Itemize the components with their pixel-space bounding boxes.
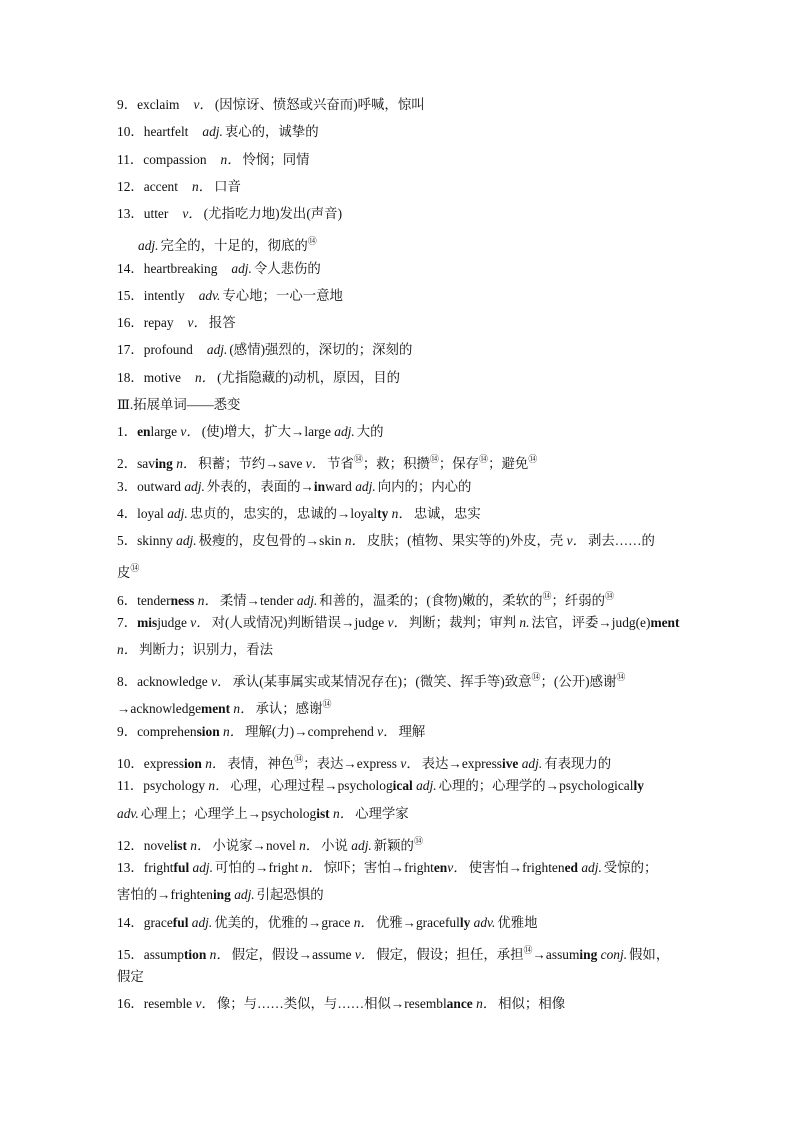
circled-mark: ⑭ [130,563,140,573]
ext-entry-14: 14．graceful adj. 优美的，优雅的→grace n． 优雅→gracefully adv. 优雅地 [117,915,538,930]
ext-entry-11: 11．psychology n． 心理，心理过程→psychological adj. 心理的；心理学的→psychologically [117,778,644,793]
vocab-entry-18: 18．motive n． (尤指隐藏的)动机，原因，目的 [117,370,401,385]
ext-entry-7: 7．misjudge v． 对(人或情况)判断错误→judge v． 判断；裁判；审判 n. 法官，评委→judg(e)ment [117,615,680,630]
ext-entry-8: 8．acknowledge v． 承认(某事属实或某情况存在)；(微笑、挥手等)致意⑭；(公开)感谢⑭ [117,672,626,689]
vocab-entry-11: 11．compassion n． 怜悯；同情 [117,152,310,167]
circled-mark: ⑭ [605,591,615,601]
circled-mark: ⑭ [353,454,363,464]
ext-entry-13-cont: 害怕的→frightening adj. 引起恐惧的 [117,887,324,902]
ext-entry-9: 9．comprehension n． 理解(力)→comprehend v． 理解 [117,724,426,739]
ext-entry-6: 6．tenderness n． 柔情→tender adj. 和善的，温柔的；(食物)嫩的，柔软的⑭；纤弱的⑭ [117,591,615,608]
ext-entry-11-cont: adv. 心理上；心理学上→psychologist n． 心理学家 [117,806,409,821]
ext-entry-15: 15．assumption n． 假定，假设→assume v． 假定，假设；担任，承担⑭→assuming conj. 假如， [117,945,670,962]
ext-entry-1: 1．enlarge v． (使)增大，扩大→large adj. 大的 [117,424,384,439]
ext-entry-8-cont: →acknowledgement n． 承认；感谢⑭ [117,699,332,716]
circled-mark: ⑭ [523,945,533,955]
circled-mark: ⑭ [307,236,317,246]
circled-mark: ⑭ [528,454,538,464]
ext-entry-10: 10．expression n． 表情，神色⑭；表达→express v． 表达→expressive adj. 有表现力的 [117,754,612,771]
circled-mark: ⑭ [479,454,489,464]
circled-mark: ⑭ [413,836,423,846]
circled-mark: ⑭ [294,754,304,764]
ext-entry-5-cont: 皮⑭ [117,563,140,580]
vocab-entry-12: 12．accent n． 口音 [117,179,241,194]
ext-entry-15-cont: 假定 [117,969,144,984]
ext-entry-7-cont: n． 判断力；识别力，看法 [117,642,273,657]
ext-entry-4: 4．loyal adj. 忠贞的，忠实的，忠诚的→loyalty n． 忠诚，忠实 [117,506,481,521]
vocab-entry-14: 14．heartbreaking adj. 令人悲伤的 [117,261,321,276]
vocab-entry-10: 10．heartfelt adj. 衷心的，诚挚的 [117,124,319,139]
vocab-entry-15: 15．intently adv. 专心地；一心一意地 [117,288,343,303]
circled-mark: ⑭ [542,591,552,601]
vocab-entry-13-sense-2: adj. 完全的，十足的，彻底的⑭ [138,236,317,253]
section-heading: Ⅲ.拓展单词——悉变 [117,397,241,412]
ext-entry-16: 16．resemble v． 像；与……类似，与……相似→resemblance n． 相似；相像 [117,996,566,1011]
ext-entry-5: 5．skinny adj. 极瘦的，皮包骨的→skin n． 皮肤；(植物、果实等的)外皮，壳 v． 剥去……的 [117,533,655,548]
circled-mark: ⑭ [322,699,332,709]
ext-entry-12: 12．novelist n． 小说家→novel n． 小说 adj. 新颖的⑭ [117,836,423,853]
vocab-entry-16: 16．repay v． 报答 [117,315,236,330]
vocab-entry-13: 13．utter v． (尤指吃力地)发出(声音) [117,206,343,221]
vocab-entry-9: 9．exclaim v． (因惊讶、愤怒或兴奋而)呼喊，惊叫 [117,97,425,112]
ext-entry-3: 3．outward adj. 外表的，表面的→inward adj. 向内的；内心的 [117,479,472,494]
ext-entry-2: 2．saving n． 积蓄；节约→save v． 节省⑭；救；积攒⑭；保存⑭；避免⑭ [117,454,538,471]
circled-mark: ⑭ [531,672,541,682]
vocab-entry-17: 17．profound adj. (感情)强烈的，深切的；深刻的 [117,342,413,357]
circled-mark: ⑭ [429,454,439,464]
ext-entry-13: 13．frightful adj. 可怕的→fright n． 惊吓；害怕→frightenv． 使害怕→frightened adj. 受惊的； [117,860,658,875]
circled-mark: ⑭ [616,672,626,682]
